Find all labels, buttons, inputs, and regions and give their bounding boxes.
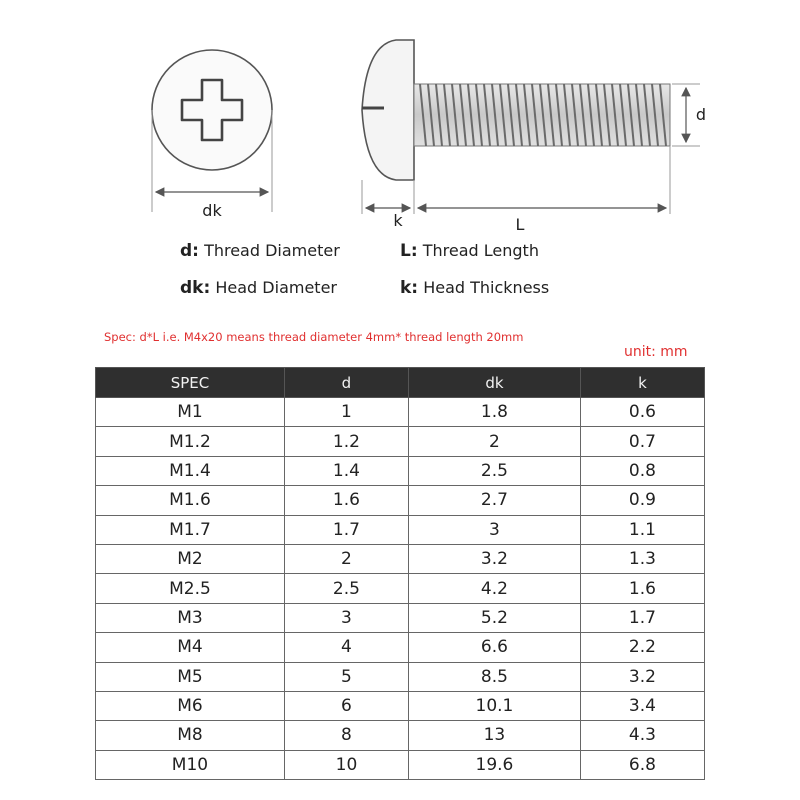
head-circle [152,50,272,170]
legend-thread-length [400,241,539,261]
table-row [96,486,705,515]
table-body [96,398,705,780]
cell-spec: M1 [96,398,285,427]
legend-symbol: d: [180,241,199,261]
table-row [96,427,705,456]
cell-dk: 10.1 [408,691,580,720]
legend-text: Head Diameter [215,278,337,297]
cell-d: 3 [284,603,408,632]
header-spec: SPEC [96,368,285,398]
cell-k: 3.4 [580,691,704,720]
cell-dk: 2 [408,427,580,456]
cell-spec: M1.4 [96,456,285,485]
cell-spec: M2.5 [96,574,285,603]
table-row [96,456,705,485]
screw-side-view [362,40,706,234]
table-row [96,515,705,544]
legend-head-thickness [400,278,549,298]
cell-dk: 3.2 [408,544,580,573]
cell-dk: 13 [408,721,580,750]
cell-d: 1.4 [284,456,408,485]
legend-symbol: dk: [180,278,211,298]
cell-spec: M2 [96,544,285,573]
cell-dk: 1.8 [408,398,580,427]
cell-d: 1 [284,398,408,427]
table-row [96,544,705,573]
cell-k: 1.1 [580,515,704,544]
table-row [96,633,705,662]
unit-note: unit: mm [624,344,688,360]
cell-k: 3.2 [580,662,704,691]
legend-symbol: L: [400,241,418,261]
cell-d: 10 [284,750,408,779]
legend-head-diameter [180,278,337,298]
screw-head-side [362,40,414,180]
cell-k: 0.9 [580,486,704,515]
cell-d: 2 [284,544,408,573]
legend-symbol: k: [400,278,419,298]
spec-note: Spec: d*L i.e. M4x20 means thread diameter 4mm* thread length 20mm [104,330,524,344]
table-row [96,662,705,691]
cell-spec: M1.2 [96,427,285,456]
d-label: d [695,105,707,124]
L-label: L [515,215,525,234]
cell-d: 1.7 [284,515,408,544]
cell-d: 5 [284,662,408,691]
cell-dk: 8.5 [408,662,580,691]
cell-k: 1.3 [580,544,704,573]
table-row [96,603,705,632]
cell-d: 6 [284,691,408,720]
cell-dk: 4.2 [408,574,580,603]
k-label: k [393,211,403,230]
header-k: k [580,368,704,398]
table-row [96,691,705,720]
cell-k: 0.6 [580,398,704,427]
table-row [96,750,705,779]
cell-spec: M6 [96,691,285,720]
table-row [96,574,705,603]
cell-k: 6.8 [580,750,704,779]
cell-spec: M4 [96,633,285,662]
cell-spec: M1.6 [96,486,285,515]
legend-text: Head Thickness [423,278,550,297]
cell-dk: 2.7 [408,486,580,515]
cell-dk: 2.5 [408,456,580,485]
cell-dk: 5.2 [408,603,580,632]
legend-thread-diameter [180,241,340,261]
cell-dk: 6.6 [408,633,580,662]
cell-spec: M1.7 [96,515,285,544]
cell-k: 0.7 [580,427,704,456]
cell-k: 0.8 [580,456,704,485]
header-d: d [284,368,408,398]
cell-d: 1.6 [284,486,408,515]
cell-dk: 3 [408,515,580,544]
table-header-row [96,368,705,398]
spec-table [95,367,705,780]
head-top-view [152,50,272,220]
screw-diagram [0,0,800,320]
legend-text: Thread Length [422,241,539,260]
cell-d: 1.2 [284,427,408,456]
cell-dk: 19.6 [408,750,580,779]
table-row [96,721,705,750]
cell-k: 4.3 [580,721,704,750]
cell-spec: M5 [96,662,285,691]
legend-text: Thread Diameter [204,241,340,260]
table-row [96,398,705,427]
cell-k: 1.7 [580,603,704,632]
cell-spec: M8 [96,721,285,750]
cell-d: 8 [284,721,408,750]
cell-k: 1.6 [580,574,704,603]
cell-d: 2.5 [284,574,408,603]
dk-label: dk [202,201,222,220]
cell-spec: M10 [96,750,285,779]
cell-k: 2.2 [580,633,704,662]
header-dk: dk [408,368,580,398]
cell-spec: M3 [96,603,285,632]
cell-d: 4 [284,633,408,662]
